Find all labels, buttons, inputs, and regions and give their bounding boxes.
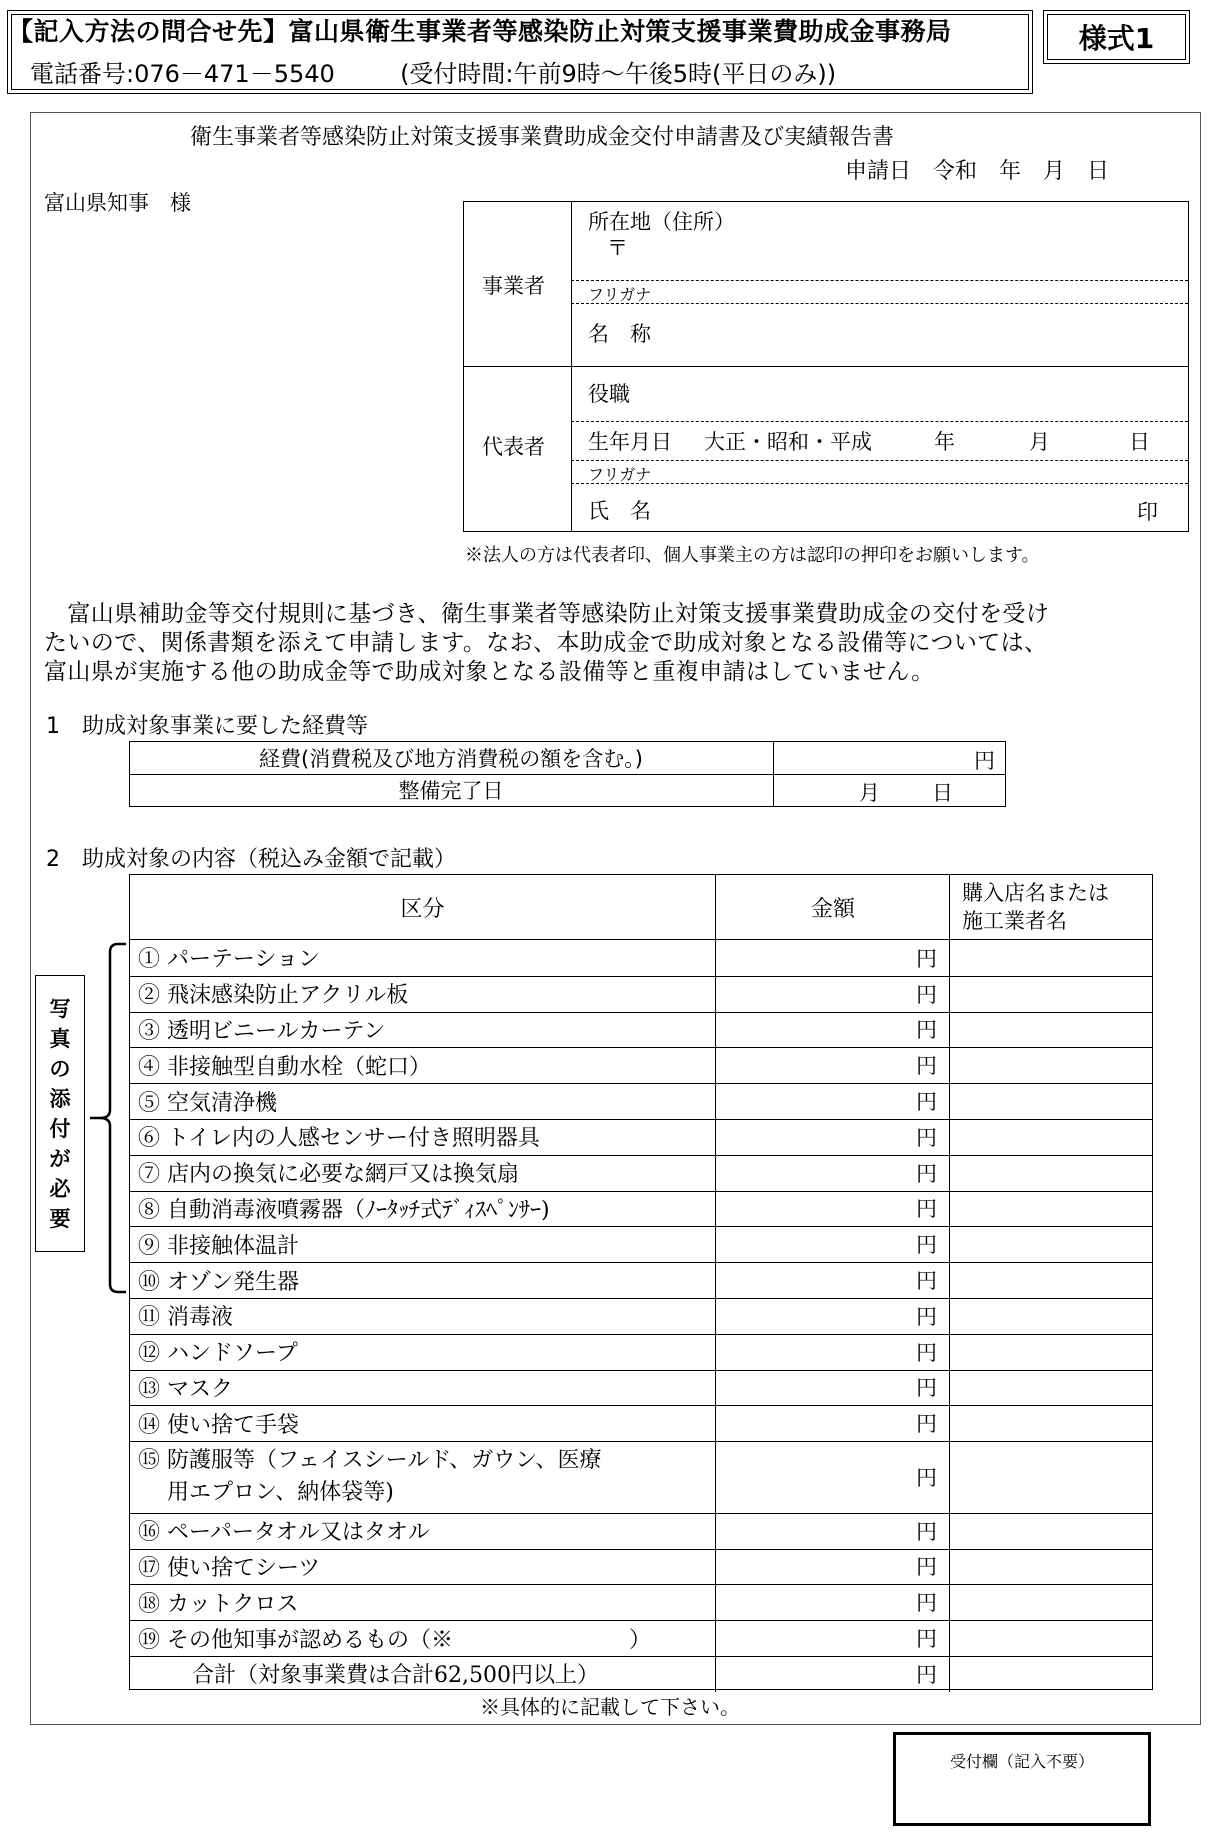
item-row [130, 976, 1152, 1013]
item-store-input[interactable] [949, 1155, 1152, 1191]
item-store-input[interactable] [949, 1513, 1152, 1549]
bracket-icon [88, 942, 128, 1294]
item-store-input[interactable] [949, 1298, 1152, 1334]
yen-unit: 円 [916, 1591, 937, 1616]
addressee: 富山県知事 様 [44, 191, 191, 215]
completion-label: 整備完了日 [398, 779, 504, 803]
contact-phone-line [30, 54, 836, 89]
item-name: ⑦ 店内の換気に必要な網戸又は換気扇 [138, 1162, 519, 1188]
item-row [130, 940, 1152, 977]
yen-unit: 円 [916, 1376, 937, 1401]
declaration-line: 富山県が実施する他の助成金等で助成対象となる設備等と重複申請はしていません。 [44, 659, 935, 685]
item-row [130, 1226, 1152, 1263]
yen-unit: 円 [916, 1161, 937, 1186]
item-store-input[interactable] [949, 1370, 1152, 1406]
item-name: ⑯ ペーパータオル又はタオル [138, 1520, 430, 1546]
item-row [130, 1262, 1152, 1299]
yen-unit: 円 [916, 1054, 937, 1079]
item-name: ⑱ カットクロス [138, 1591, 299, 1617]
yen-unit: 円 [916, 1269, 937, 1294]
item-row [130, 1549, 1152, 1586]
birth-date-label: 生年月日 [588, 430, 672, 454]
item-amount-input[interactable] [715, 1083, 949, 1119]
rep-furigana-label: フリガナ [588, 465, 652, 484]
col-header-category: 区分 [130, 875, 715, 940]
item-store-input[interactable] [949, 1012, 1152, 1048]
reception-label: 受付欄（記入不要） [949, 1752, 1094, 1771]
section2-heading: 2 助成対象の内容（税込み金額で記載） [46, 847, 456, 872]
rep-name-label: 氏 名 [588, 499, 651, 523]
footnote: ※具体的に記載して下さい。 [480, 1695, 740, 1719]
expense-unit: 円 [974, 749, 995, 773]
item-name: ⑭ 使い捨て手袋 [138, 1412, 299, 1438]
photo-required-note [35, 975, 85, 1252]
item-amount-input[interactable] [715, 1047, 949, 1083]
item-name: ⑧ 自動消毒液噴霧器（ﾉｰﾀｯﾁ式ﾃﾞｨｽﾍﾟﾝｻｰ) [138, 1197, 550, 1223]
contact-phone: 電話番号:076－471－5540 [30, 60, 335, 88]
col-header-store-line2: 施工業者名 [962, 909, 1067, 933]
yen-unit: 円 [916, 1627, 937, 1652]
completion-day: 日 [932, 781, 953, 805]
item-row [130, 1012, 1152, 1049]
item-amount-input[interactable] [715, 1405, 949, 1441]
expense-row [130, 742, 1005, 775]
yen-unit: 円 [916, 1090, 937, 1115]
item-amount-input[interactable] [715, 1549, 949, 1585]
completion-row [130, 774, 1005, 806]
item-row [130, 1119, 1152, 1156]
item-amount-input[interactable] [715, 1155, 949, 1191]
item-row [130, 1191, 1152, 1228]
item-amount-input[interactable] [715, 1298, 949, 1334]
item-row [130, 1405, 1152, 1442]
item-store-input[interactable] [949, 1334, 1152, 1370]
item-amount-input[interactable] [715, 1012, 949, 1048]
seal-mark: 印 [1137, 500, 1158, 524]
yen-unit: 円 [916, 1018, 937, 1043]
form-title: 衛生事業者等感染防止対策支援事業費助成金交付申請書及び実績報告書 [190, 125, 895, 150]
item-amount-input[interactable] [715, 1370, 949, 1406]
position-label: 役職 [588, 382, 630, 406]
business-header: 事業者 [482, 274, 545, 298]
yen-unit: 円 [916, 1197, 937, 1222]
item-name: ③ 透明ビニールカーテン [138, 1018, 386, 1044]
item-store-input[interactable] [949, 1549, 1152, 1585]
item-row [130, 1298, 1152, 1335]
furigana-label: フリガナ [588, 285, 652, 304]
total-label: 合計（対象事業費は合計62,500円以上） [192, 1663, 599, 1689]
applicant-note: ※法人の方は代表者印、個人事業主の方は認印の押印をお願いします。 [465, 545, 1040, 566]
item-name: ④ 非接触型自動水栓（蛇口） [138, 1054, 431, 1080]
yen-unit: 円 [916, 1519, 937, 1544]
item-name: ⑰ 使い捨てシーツ [138, 1555, 321, 1581]
declaration-line: たいので、関係書類を添えて申請します。なお、本助成金で助成対象となる設備等については、 [44, 630, 1048, 656]
expense-input[interactable] [773, 742, 1005, 774]
item-name: ⑫ ハンドソープ [138, 1341, 298, 1367]
item-name: ⑥ トイレ内の人感センサー付き照明器具 [138, 1126, 540, 1152]
section1-heading: 1 助成対象事業に要した経費等 [46, 714, 368, 739]
item-row [130, 1584, 1152, 1621]
col-header-amount: 金額 [715, 875, 950, 940]
item-amount-input[interactable] [715, 1119, 949, 1155]
yen-unit: 円 [916, 1233, 937, 1258]
item-store-input[interactable] [949, 1083, 1152, 1119]
item-name: ⑪ 消毒液 [138, 1305, 233, 1331]
contact-hours: (受付時間:午前9時～午後5時(平日のみ)) [400, 60, 837, 88]
item-name [130, 1441, 715, 1513]
yen-unit: 円 [916, 1125, 937, 1150]
completion-month: 月 [859, 781, 880, 805]
item-amount-input[interactable] [715, 1513, 949, 1549]
item-amount-input[interactable] [715, 976, 949, 1012]
photo-note-char: が [49, 1146, 71, 1171]
yen-unit: 円 [916, 946, 937, 971]
item-name: ⑤ 空気清浄機 [138, 1090, 277, 1116]
photo-note-char: 必 [49, 1176, 71, 1201]
item-amount-input[interactable] [715, 940, 949, 976]
item-name-line2: 用エプロン、納体袋等) [138, 1479, 394, 1505]
item-name-line1: ⑮ 防護服等（フェイスシールド、ガウン、医療 [138, 1447, 602, 1473]
era-options: 大正・昭和・平成 [704, 430, 872, 454]
item-row [130, 1047, 1152, 1084]
item-row [130, 1370, 1152, 1407]
applicant-table [463, 201, 1189, 532]
col-header-store [949, 875, 1152, 940]
item-store-input[interactable] [949, 1405, 1152, 1441]
item-name: ⑩ オゾン発生器 [138, 1269, 299, 1295]
total-store-cell [949, 1656, 1152, 1692]
item-name: ⑨ 非接触体温計 [138, 1233, 299, 1259]
photo-note-char: 添 [49, 1086, 71, 1111]
expense-table [129, 741, 1006, 807]
item-store-input[interactable] [949, 1047, 1152, 1083]
completion-date-input[interactable] [773, 774, 1005, 806]
item-row [130, 1155, 1152, 1192]
item-row [130, 1083, 1152, 1120]
item-store-input[interactable] [949, 976, 1152, 1012]
contact-title: 【記入方法の問合せ先】富山県衛生事業者等感染防止対策支援事業費助成金事務局 [8, 17, 952, 46]
item-store-input[interactable] [949, 1441, 1152, 1513]
application-date-field[interactable]: 申請日 令和 年 月 日 [845, 159, 1110, 184]
item-row [130, 1620, 1152, 1657]
address-label: 所在地（住所） [588, 210, 735, 234]
items-table [129, 874, 1153, 1690]
photo-note-char: 要 [49, 1206, 71, 1231]
item-store-input[interactable] [949, 1584, 1152, 1620]
photo-note-char: 付 [49, 1116, 71, 1141]
item-amount-input[interactable] [715, 1334, 949, 1370]
yen-unit: 円 [916, 1662, 937, 1687]
birth-month-label: 月 [1029, 430, 1050, 454]
item-store-input[interactable] [949, 1262, 1152, 1298]
item-name: ⑬ マスク [138, 1376, 233, 1402]
item-amount-input[interactable] [715, 1226, 949, 1262]
item-store-input[interactable] [949, 1620, 1152, 1656]
yen-unit: 円 [916, 1412, 937, 1437]
yen-unit: 円 [916, 1555, 937, 1580]
item-name: ⑲ その他知事が認めるもの（※ ） [138, 1627, 651, 1653]
item-row [130, 1513, 1152, 1550]
item-store-input[interactable] [949, 940, 1152, 976]
item-store-input[interactable] [949, 1191, 1152, 1227]
item-row [130, 1441, 1152, 1514]
col-header-store-line1: 購入店名または [962, 881, 1109, 905]
form-number: 様式1 [1047, 14, 1186, 60]
item-amount-input[interactable] [715, 1584, 949, 1620]
item-name: ② 飛沫感染防止アクリル板 [138, 983, 409, 1009]
birth-year-label: 年 [934, 430, 955, 454]
form-number-box [1043, 10, 1190, 64]
item-name: ① パーテーション [138, 947, 321, 973]
yen-unit: 円 [916, 1465, 937, 1490]
yen-unit: 円 [916, 1304, 937, 1329]
declaration-line: 富山県補助金等交付規則に基づき、衛生事業者等感染防止対策支援事業費助成金の交付を受け [44, 601, 1050, 627]
item-amount-input[interactable] [715, 1620, 949, 1656]
business-name-label: 名 称 [588, 322, 651, 346]
item-amount-input[interactable] [715, 1441, 949, 1513]
postal-mark: 〒 [607, 236, 628, 260]
total-row [130, 1656, 1152, 1692]
item-store-input[interactable] [949, 1119, 1152, 1155]
expense-label: 経費(消費税及び地方消費税の額を含む。) [259, 747, 643, 771]
item-amount-input[interactable] [715, 1262, 949, 1298]
photo-note-char: 写 [49, 996, 71, 1021]
item-amount-input[interactable] [715, 1191, 949, 1227]
yen-unit: 円 [916, 982, 937, 1007]
reception-box [893, 1732, 1151, 1826]
photo-note-char: の [49, 1056, 71, 1081]
representative-header: 代表者 [482, 435, 545, 459]
photo-note-char: 真 [49, 1026, 71, 1051]
yen-unit: 円 [916, 1340, 937, 1365]
total-amount-input[interactable] [715, 1656, 949, 1692]
birth-day-label: 日 [1129, 430, 1150, 454]
item-store-input[interactable] [949, 1226, 1152, 1262]
item-row [130, 1334, 1152, 1371]
